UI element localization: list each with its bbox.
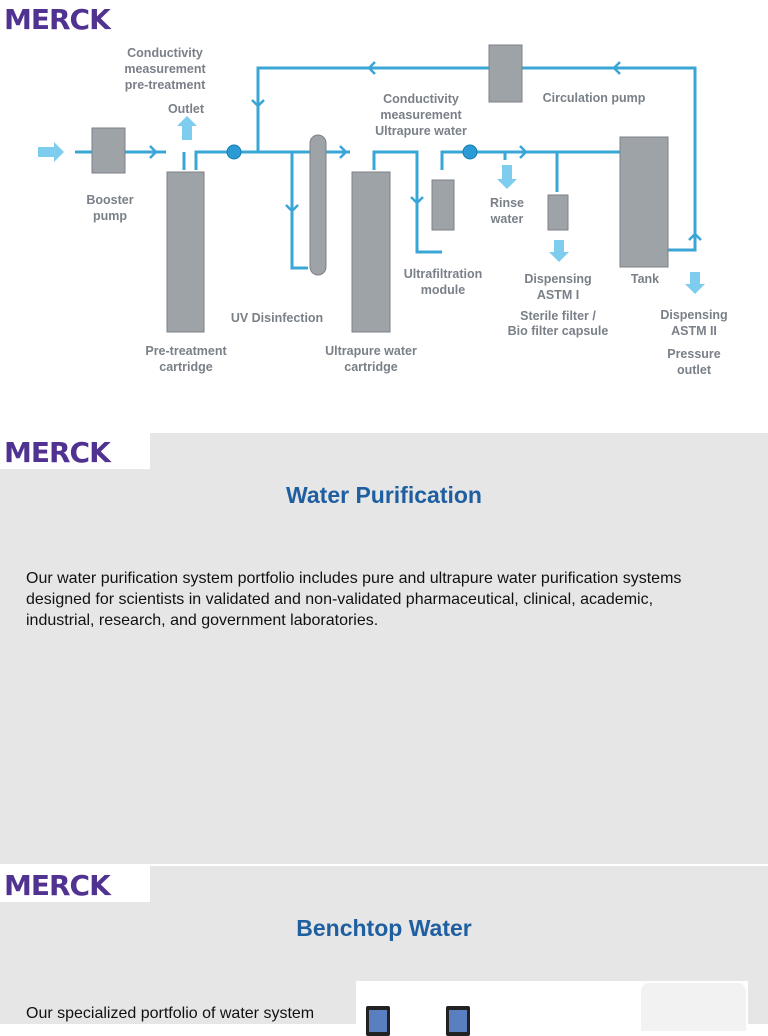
svg-text:pump: pump [92, 209, 128, 223]
svg-text:ASTM II: ASTM II [671, 324, 717, 338]
svg-text:outlet: outlet [676, 363, 712, 377]
svg-text:Tank: Tank [630, 272, 660, 286]
svg-text:Dispensing: Dispensing [660, 308, 728, 322]
ultrapure-cartridge [352, 172, 390, 332]
slide-body: Our water purification system portfolio includes pure and ultrapure water purification systems designed for scientists in validated and non-validated pharmaceutical, clinical, academic, industrial, research, and government laboratories. [26, 570, 682, 629]
ultrafiltration-module [432, 180, 454, 230]
booster-pump [92, 128, 125, 173]
svg-text:Pre-treatment: Pre-treatment [145, 344, 227, 358]
svg-text:water: water [490, 212, 524, 226]
svg-text:Bio filter capsule: Bio filter capsule [507, 324, 609, 338]
svg-text:measurement: measurement [124, 62, 206, 76]
conductivity-sensor-pretreatment [227, 145, 241, 159]
svg-text:ASTM I: ASTM I [536, 288, 580, 302]
svg-text:Ultrafiltration: Ultrafiltration [403, 267, 483, 281]
svg-text:Pressure: Pressure [667, 347, 721, 361]
svg-text:Dispensing: Dispensing [524, 272, 592, 286]
svg-text:pre-treatment: pre-treatment [124, 78, 206, 92]
svg-text:Ultrapure water: Ultrapure water [325, 344, 417, 358]
circulation-pump [489, 45, 522, 102]
slide-title: Benchtop Water [296, 915, 472, 941]
svg-text:Booster: Booster [86, 193, 134, 207]
svg-text:Conductivity: Conductivity [383, 92, 459, 106]
svg-text:Outlet: Outlet [167, 102, 205, 116]
merck-logo: MERCK [0, 866, 150, 902]
svg-text:Rinse: Rinse [489, 196, 525, 210]
slide-body: Our specialized portfolio of water system [26, 1005, 315, 1022]
svg-text:cartridge: cartridge [159, 360, 213, 374]
svg-text:Conductivity: Conductivity [127, 46, 203, 60]
svg-text:cartridge: cartridge [344, 360, 398, 374]
slide-water-purification [0, 433, 768, 864]
tablet-device [446, 1006, 470, 1036]
pretreatment-cartridge [167, 172, 204, 332]
svg-text:measurement: measurement [380, 108, 462, 122]
slide-water-system-diagram [0, 0, 768, 432]
svg-text:Ultrapure water: Ultrapure water [375, 124, 467, 138]
tablet-device [366, 1006, 390, 1036]
uv-lamp [310, 135, 326, 275]
water-system-diagram [0, 0, 768, 400]
svg-text:UV Disinfection: UV Disinfection [230, 311, 324, 325]
tank [620, 137, 668, 267]
svg-text:module: module [420, 283, 466, 297]
merck-logo: MERCK [0, 0, 150, 36]
merck-logo: MERCK [0, 433, 150, 469]
svg-text:Circulation pump: Circulation pump [542, 91, 646, 105]
slide-benchtop-water [0, 866, 768, 1024]
sterile-filter [548, 195, 568, 230]
slide-title: Water Purification [286, 482, 482, 508]
svg-text:Sterile filter /: Sterile filter / [520, 309, 596, 323]
conductivity-sensor-ultrapure [463, 145, 477, 159]
